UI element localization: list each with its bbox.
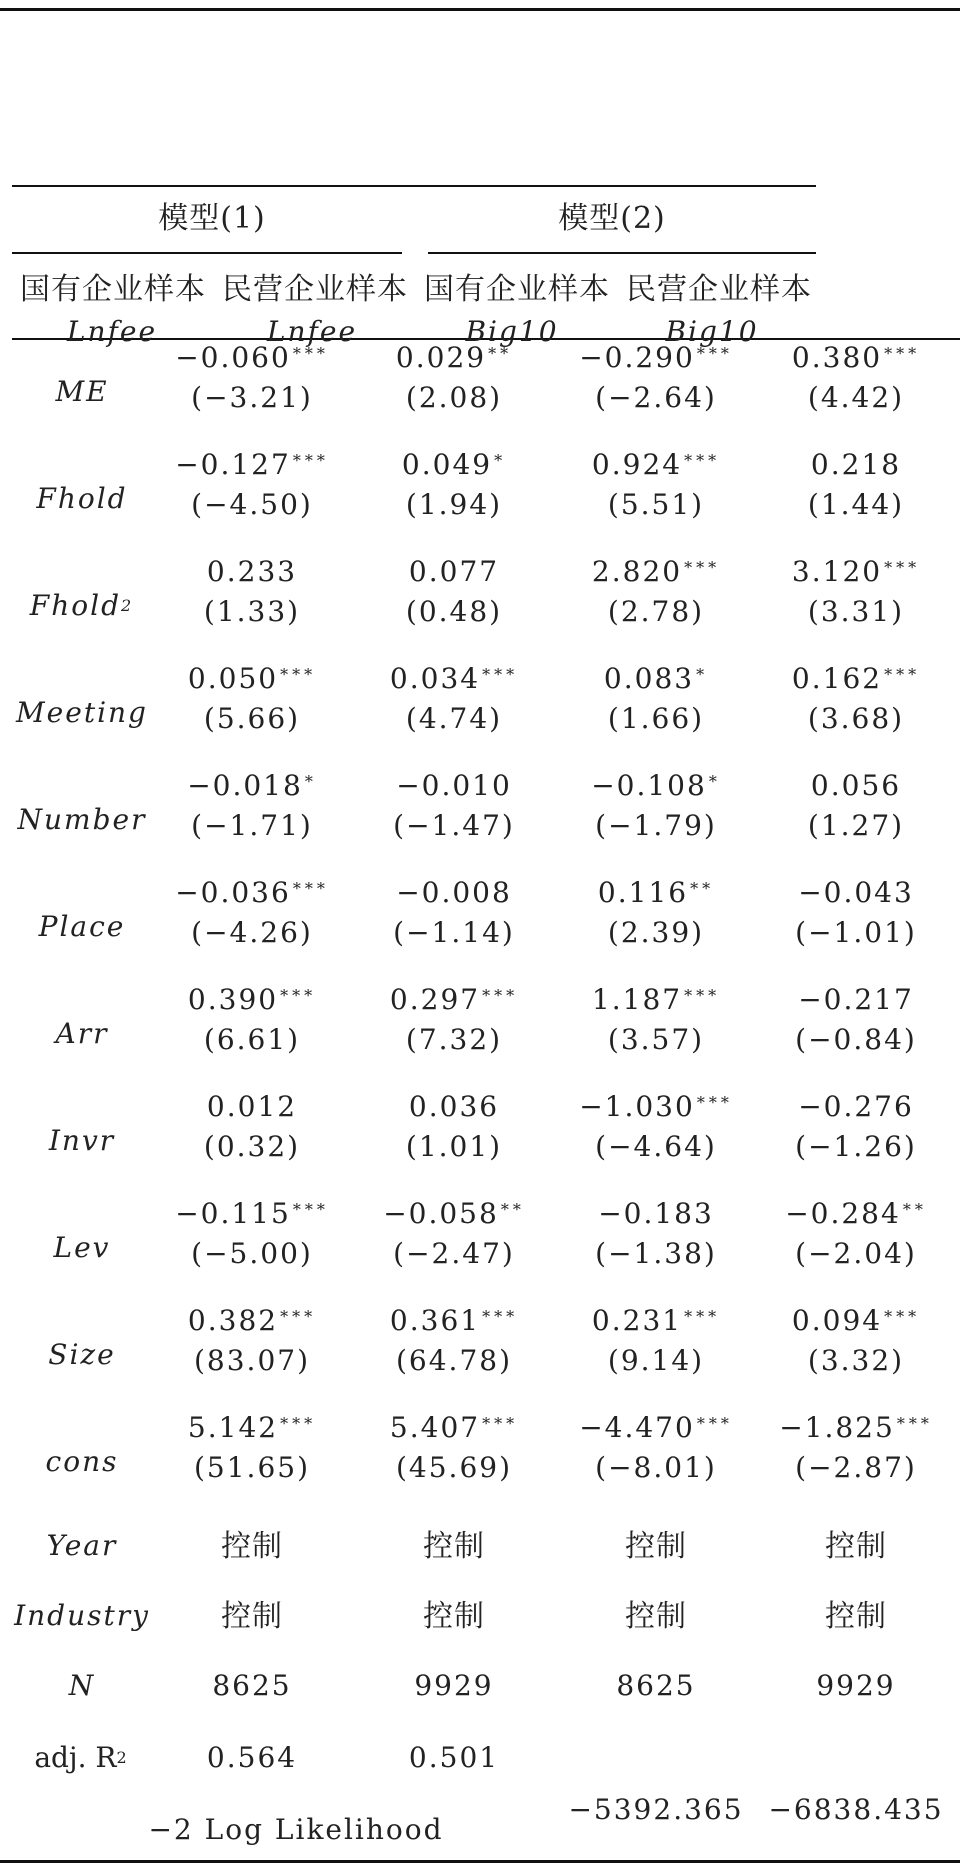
- r2-superscript: 2: [116, 1748, 130, 1767]
- significance-stars: **: [902, 1200, 927, 1219]
- significance-stars: ***: [696, 1414, 733, 1433]
- t-statistic: (4.74): [405, 702, 503, 735]
- control-value: 控制: [625, 1599, 687, 1634]
- t-statistic: (0.32): [203, 1130, 301, 1163]
- n-value: 8625: [616, 1669, 696, 1702]
- t-statistic: (1.33): [203, 595, 301, 628]
- t-statistic: (1.44): [807, 488, 905, 521]
- t-statistic: (−1.14): [393, 916, 515, 949]
- n-value: 9929: [414, 1669, 494, 1702]
- coefficient: 0.056: [810, 769, 902, 802]
- significance-stars: *: [494, 451, 507, 470]
- t-statistic: (−8.01): [595, 1451, 717, 1484]
- t-statistic: (3.31): [807, 595, 905, 628]
- t-statistic: (−0.84): [795, 1023, 917, 1056]
- coefficient: −0.018 *: [187, 769, 317, 802]
- coefficient: 0.050 ***: [187, 662, 317, 695]
- coefficient: 0.390 ***: [187, 983, 317, 1016]
- significance-stars: ***: [292, 879, 329, 898]
- significance-stars: ***: [884, 558, 921, 577]
- t-statistic: (−1.47): [393, 809, 515, 842]
- row-variable: Lev: [53, 1231, 111, 1264]
- t-statistic: (3.57): [607, 1023, 705, 1056]
- t-statistic: (45.69): [395, 1451, 513, 1484]
- t-statistic: (0.48): [405, 595, 503, 628]
- coefficient: 2.820 ***: [591, 555, 721, 588]
- significance-stars: ***: [684, 1307, 721, 1326]
- t-statistic: (−5.00): [191, 1237, 313, 1270]
- coefficient: −0.060 ***: [175, 341, 329, 374]
- coefficient: −1.825 ***: [779, 1411, 933, 1444]
- row-variable: Meeting: [16, 696, 148, 729]
- t-statistic: (3.32): [807, 1344, 905, 1377]
- t-statistic: (5.66): [203, 702, 301, 735]
- t-statistic: (51.65): [193, 1451, 311, 1484]
- coefficient: 0.162 ***: [791, 662, 921, 695]
- control-value: 控制: [825, 1599, 887, 1634]
- significance-stars: *: [696, 665, 709, 684]
- group-header-1: 国有企业样本: [20, 272, 206, 307]
- coefficient: −0.058 **: [383, 1197, 525, 1230]
- significance-stars: ***: [684, 986, 721, 1005]
- significance-stars: *: [304, 772, 317, 791]
- significance-stars: ***: [684, 451, 721, 470]
- significance-stars: **: [500, 1200, 525, 1219]
- coefficient: 0.034 ***: [389, 662, 519, 695]
- significance-stars: ***: [696, 1093, 733, 1112]
- t-statistic: (−1.79): [595, 809, 717, 842]
- t-statistic: (1.94): [405, 488, 503, 521]
- significance-stars: ***: [482, 1414, 519, 1433]
- significance-stars: ***: [280, 986, 317, 1005]
- model2-underline: [428, 252, 816, 254]
- t-statistic: (83.07): [193, 1344, 311, 1377]
- t-statistic: (2.78): [607, 595, 705, 628]
- n-label: N: [68, 1669, 96, 1702]
- t-statistic: (−2.64): [595, 381, 717, 414]
- dep-var-2: Lnfee: [266, 315, 358, 348]
- control-label: Year: [46, 1529, 118, 1562]
- control-value: 控制: [825, 1529, 887, 1564]
- coefficient: −0.108 *: [591, 769, 721, 802]
- row-variable: cons: [45, 1445, 119, 1478]
- t-statistic: (1.27): [807, 809, 905, 842]
- bottom-rule: [0, 1860, 960, 1863]
- significance-stars: ***: [292, 344, 329, 363]
- coefficient: −0.010: [396, 769, 512, 802]
- t-statistic: (−1.71): [191, 809, 313, 842]
- coefficient: 0.094 ***: [791, 1304, 921, 1337]
- coefficient: 0.361 ***: [389, 1304, 519, 1337]
- significance-stars: ***: [280, 665, 317, 684]
- t-statistic: (−2.04): [795, 1237, 917, 1270]
- t-statistic: (6.61): [203, 1023, 301, 1056]
- row-variable: Place: [38, 910, 126, 943]
- coefficient: 0.116 **: [597, 876, 715, 909]
- significance-stars: ***: [292, 1200, 329, 1219]
- significance-stars: *: [708, 772, 721, 791]
- n-value: 8625: [212, 1669, 292, 1702]
- top-rule: [0, 8, 960, 11]
- coefficient: 1.187 ***: [591, 983, 721, 1016]
- t-statistic: (−4.26): [191, 916, 313, 949]
- coefficient: 0.029 **: [395, 341, 513, 374]
- t-statistic: (1.66): [607, 702, 705, 735]
- t-statistic: (3.68): [807, 702, 905, 735]
- control-value: 控制: [423, 1529, 485, 1564]
- coefficient: 0.049 *: [401, 448, 507, 481]
- row-variable: Number: [17, 803, 147, 836]
- t-statistic: (64.78): [395, 1344, 513, 1377]
- dep-var-3: Big10: [465, 315, 559, 348]
- t-statistic: (9.14): [607, 1344, 705, 1377]
- t-statistic: (−3.21): [191, 381, 313, 414]
- coefficient: −0.217: [798, 983, 914, 1016]
- significance-stars: ***: [280, 1307, 317, 1326]
- model1-underline: [12, 252, 402, 254]
- coefficient: 5.407 ***: [389, 1411, 519, 1444]
- t-statistic: (−2.87): [795, 1451, 917, 1484]
- control-value: 控制: [625, 1529, 687, 1564]
- n-value: 9929: [816, 1669, 896, 1702]
- header-rule: [12, 185, 816, 187]
- coefficient: 0.382 ***: [187, 1304, 317, 1337]
- t-statistic: (1.01): [405, 1130, 503, 1163]
- t-statistic: (2.08): [405, 381, 503, 414]
- coefficient: −0.127 ***: [175, 448, 329, 481]
- control-value: 控制: [221, 1529, 283, 1564]
- row-variable: ME: [55, 375, 109, 408]
- row-variable: Size: [48, 1338, 116, 1371]
- loglik-value: −6838.435: [768, 1793, 944, 1826]
- group-header-4: 民营企业样本: [626, 272, 812, 307]
- r2-label: adj. $R^2$: [34, 1741, 130, 1774]
- significance-stars: ***: [896, 1414, 933, 1433]
- t-statistic: (−4.50): [191, 488, 313, 521]
- coefficient: 0.233: [206, 555, 298, 588]
- coefficient: −4.470 ***: [579, 1411, 733, 1444]
- loglik-label: −2 Log Likelihood: [148, 1813, 444, 1846]
- coefficient: −0.036 ***: [175, 876, 329, 909]
- group-header-2: 民营企业样本: [222, 272, 408, 307]
- coefficient: −0.183: [598, 1197, 714, 1230]
- variable-superscript: 2: [121, 596, 135, 615]
- r2-value: 0.564: [206, 1741, 298, 1774]
- coefficient: 3.120 ***: [791, 555, 921, 588]
- control-label: Industry: [14, 1599, 150, 1632]
- significance-stars: **: [690, 879, 715, 898]
- dep-var-1: Lnfee: [66, 315, 158, 348]
- significance-stars: ***: [482, 1307, 519, 1326]
- coefficient: 0.012: [206, 1090, 298, 1123]
- t-statistic: (−1.26): [795, 1130, 917, 1163]
- significance-stars: ***: [884, 1307, 921, 1326]
- t-statistic: (−4.64): [595, 1130, 717, 1163]
- coefficient: 0.231 ***: [591, 1304, 721, 1337]
- coefficient: −0.115 ***: [175, 1197, 329, 1230]
- significance-stars: ***: [884, 344, 921, 363]
- model2-header: 模型(2): [558, 201, 666, 236]
- significance-stars: ***: [280, 1414, 317, 1433]
- row-variable: Fhold: [36, 482, 128, 515]
- significance-stars: ***: [684, 558, 721, 577]
- coefficient: 0.297 ***: [389, 983, 519, 1016]
- model1-header: 模型(1): [158, 201, 266, 236]
- coefficient: −1.030 ***: [579, 1090, 733, 1123]
- coefficient: −0.284 **: [785, 1197, 927, 1230]
- significance-stars: ***: [482, 986, 519, 1005]
- coefficient: −0.290 ***: [579, 341, 733, 374]
- coefficient: −0.043: [798, 876, 914, 909]
- significance-stars: ***: [696, 344, 733, 363]
- coefficient: 0.380 ***: [791, 341, 921, 374]
- coefficient: 0.924 ***: [591, 448, 721, 481]
- t-statistic: (−2.47): [393, 1237, 515, 1270]
- significance-stars: **: [488, 344, 513, 363]
- significance-stars: ***: [292, 451, 329, 470]
- coefficient: −0.276: [798, 1090, 914, 1123]
- group-header-3: 国有企业样本: [424, 272, 610, 307]
- row-variable: Fhold$^2$: [29, 589, 135, 622]
- t-statistic: (−1.38): [595, 1237, 717, 1270]
- control-value: 控制: [423, 1599, 485, 1634]
- t-statistic: (5.51): [607, 488, 705, 521]
- r2-value: 0.501: [408, 1741, 500, 1774]
- coefficient: 0.077: [408, 555, 500, 588]
- significance-stars: ***: [482, 665, 519, 684]
- significance-stars: ***: [884, 665, 921, 684]
- coefficient: 0.036: [408, 1090, 500, 1123]
- coefficient: −0.008: [396, 876, 512, 909]
- row-variable: Arr: [55, 1017, 109, 1050]
- t-statistic: (7.32): [405, 1023, 503, 1056]
- t-statistic: (4.42): [807, 381, 905, 414]
- row-variable: Invr: [48, 1124, 116, 1157]
- t-statistic: (2.39): [607, 916, 705, 949]
- t-statistic: (−1.01): [795, 916, 917, 949]
- coefficient: 0.218: [810, 448, 902, 481]
- coefficient: 5.142 ***: [187, 1411, 317, 1444]
- control-value: 控制: [221, 1599, 283, 1634]
- loglik-value: −5392.365: [568, 1793, 744, 1826]
- dep-var-4: Big10: [665, 315, 759, 348]
- coefficient: 0.083 *: [603, 662, 709, 695]
